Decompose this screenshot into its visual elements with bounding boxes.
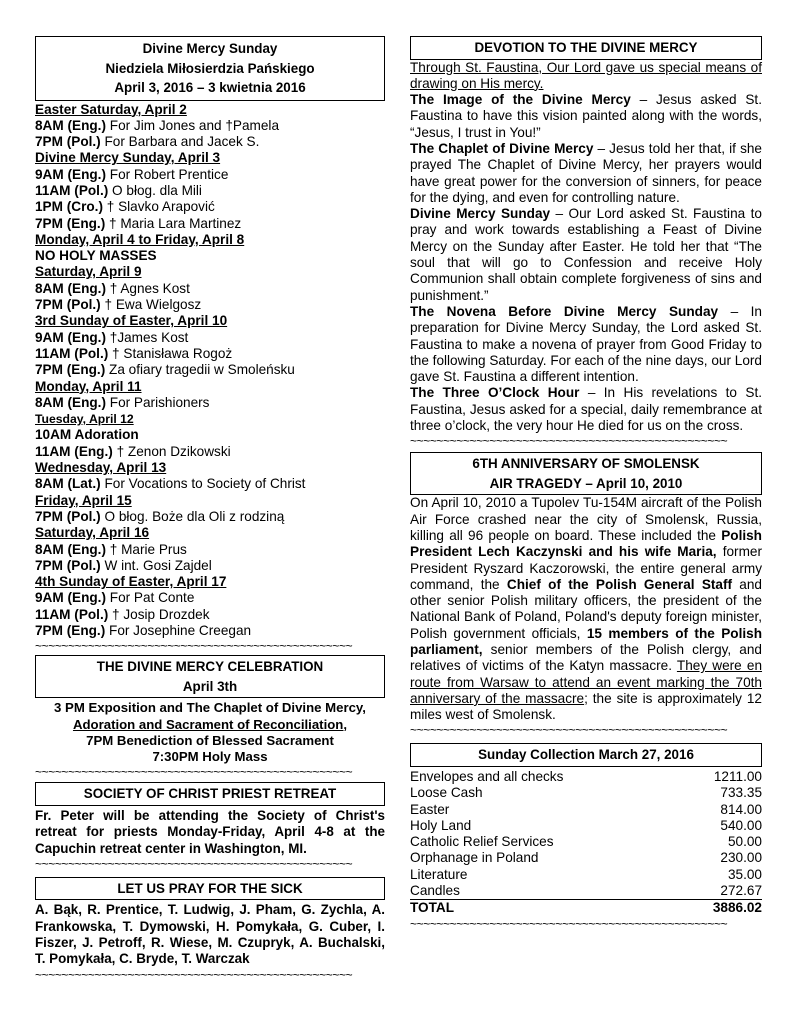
mass-day-label: Monday, April 11: [35, 378, 142, 394]
mass-day-label: Saturday, April 16: [35, 525, 150, 541]
mass-day-label: Tuesday, April 12: [35, 412, 134, 427]
mass-intention: † Agnes Kost: [105, 280, 190, 296]
mass-day-label: 4th Sunday of Easter, April 17: [35, 574, 227, 590]
mass-intention: For Barbara and Jacek S.: [100, 134, 260, 150]
mass-time: 11AM (Pol.): [35, 182, 109, 198]
mass-entry: [35, 183, 385, 199]
collection-row: [410, 883, 762, 900]
mass-day-label: Friday, April 15: [35, 492, 132, 508]
collection-title: Sunday Collection March 27, 2016: [478, 747, 694, 763]
collection-amount: 814.00: [720, 801, 762, 817]
mass-entry: [35, 542, 385, 558]
mass-note: 10AM Adoration: [35, 427, 139, 443]
collection-header: [410, 743, 762, 767]
mass-entry: [35, 362, 385, 378]
mass-entry: [35, 118, 385, 134]
mass-entry: [35, 623, 385, 639]
mass-entry: [35, 558, 385, 574]
collection-label: Orphanage in Poland: [410, 850, 539, 866]
divider: ~~~~~~~~~~~~~~~~~~~~~~~~~~~~~~~~~~~~~~~~~~~~~~~~: [35, 639, 353, 654]
devotion-item: [410, 385, 762, 434]
mass-day-heading: [35, 102, 385, 118]
collection-label: Candles: [410, 883, 677, 900]
celebration-line: 7PM Benediction of Blessed Sacrament: [86, 732, 334, 748]
smolensk-title: 6TH ANNIVERSARY OF SMOLENSK: [472, 456, 700, 472]
collection-amount: 540.00: [720, 817, 762, 833]
collection-label: Easter: [410, 801, 450, 817]
collection-amount: 50.00: [727, 834, 762, 850]
collection-table: [410, 769, 762, 917]
mass-day-label: 3rd Sunday of Easter, April 10: [35, 313, 228, 329]
divider: ~~~~~~~~~~~~~~~~~~~~~~~~~~~~~~~~~~~~~~~~~~~~~~~~: [35, 856, 353, 871]
smolensk-text-part: senior members of the Polish clergy, and relatives of victims of the Katyn massacre.: [410, 642, 762, 674]
mass-time: 9AM (Eng.): [35, 590, 106, 606]
celebration-header: [35, 655, 385, 698]
collection-amount: 230.00: [720, 850, 762, 866]
mass-intention: For Robert Prentice: [105, 166, 229, 182]
devotion-item-text: – In preparation for Divine Mercy Sunday, the Lord asked St. Faustina to make a novena of prayer from Good Friday to the following Saturday. For each of the nine days, our Lord gave St. Faustina a different intention.: [410, 303, 762, 385]
mass-day-heading: [35, 493, 385, 509]
mass-intention: † Zenon Dzikowski: [112, 443, 231, 459]
bulletin-header: [35, 36, 385, 101]
devotion-items: [410, 92, 762, 434]
header-title-polish: Niedziela Miłosierdzia Pańskiego: [105, 60, 315, 76]
mass-day-heading: [35, 232, 385, 248]
celebration-date: April 3th: [182, 678, 238, 694]
mass-day-label: Easter Saturday, April 2: [35, 101, 187, 117]
mass-intention: Za ofiary tragedii w Smoleńsku: [105, 362, 295, 378]
collection-total-label: TOTAL: [410, 900, 455, 916]
mass-time: 7PM (Eng.): [35, 362, 106, 378]
mass-day-label: Divine Mercy Sunday, April 3: [35, 150, 221, 166]
mass-time: 11AM (Pol.): [35, 606, 109, 622]
mass-entry: [35, 134, 385, 150]
retreat-header: [35, 782, 385, 806]
mass-entry: [35, 297, 385, 313]
smolensk-text: [410, 495, 762, 723]
mass-time: 8AM (Eng.): [35, 541, 106, 557]
smolensk-text-part: former President Ryszard Kaczorowski, the entire general army command, the: [410, 544, 762, 592]
devotion-item-heading: The Three O’Clock Hour: [410, 385, 580, 401]
smolensk-header: [410, 452, 762, 495]
sick-list: A. Bąk, R. Prentice, T. Ludwig, J. Pham, G. Zychla, A. Frankowska, T. Dymowski, H. Pomykała, G. Cuber, I. Fiszer, J. Petroff, R. Wiese, M. Czupryk, A. Buchalski, T. Pomykała, C. Bryde, T. Warczak: [35, 902, 385, 967]
celebration-details: [35, 700, 385, 765]
mass-time: 9AM (Eng.): [35, 166, 106, 182]
mass-time: 7PM (Eng.): [35, 215, 106, 231]
collection-label: Catholic Relief Services: [410, 834, 554, 850]
mass-day-label: Monday, April 4 to Friday, April 8: [35, 231, 245, 247]
right-column: [410, 36, 762, 931]
header-date: April 3, 2016 – 3 kwietnia 2016: [114, 80, 306, 95]
mass-entry: [35, 199, 385, 215]
devotion-item-heading: The Novena Before Divine Mercy Sunday: [410, 303, 719, 319]
sick-header: [35, 877, 385, 901]
mass-schedule: [35, 102, 385, 640]
divider: ~~~~~~~~~~~~~~~~~~~~~~~~~~~~~~~~~~~~~~~~~~~~~~~~: [410, 723, 728, 738]
mass-intention: W int. Gosi Zajdel: [100, 557, 212, 573]
mass-time: 11AM (Eng.): [35, 443, 113, 459]
mass-entry: [35, 395, 385, 411]
mass-day-label: Wednesday, April 13: [35, 460, 167, 476]
mass-intention: † Marie Prus: [105, 541, 187, 557]
sick-title: LET US PRAY FOR THE SICK: [117, 880, 303, 896]
devotion-item: [410, 141, 762, 206]
collection-amount: 272.67: [677, 883, 762, 900]
collection-row: [410, 834, 762, 850]
mass-intention: For Jim Jones and †Pamela: [105, 117, 280, 133]
mass-entry: [35, 330, 385, 346]
mass-day-heading: [35, 574, 385, 590]
devotion-intro: Through St. Faustina, Our Lord gave us special means of drawing on His mercy.: [410, 59, 762, 91]
mass-time: 9AM (Eng.): [35, 329, 106, 345]
collection-total-row: [410, 900, 762, 917]
mass-time: 7PM (Pol.): [35, 297, 101, 313]
smolensk-text-bold: Polish President Lech Kaczynski and his wife Maria,: [410, 527, 762, 560]
collection-amount: 35.00: [727, 866, 762, 882]
collection-row: [410, 818, 762, 834]
devotion-title: DEVOTION TO THE DIVINE MERCY: [474, 40, 698, 55]
mass-entry: [35, 509, 385, 525]
celebration-line: 7:30PM Holy Mass: [152, 749, 268, 765]
smolensk-text-bold: Chief of the Polish General Staff: [506, 576, 733, 592]
mass-day-heading: [35, 313, 385, 329]
celebration-line: Adoration and Sacrament of Reconciliation,: [72, 716, 348, 732]
celebration-line: 3 PM Exposition and The Chaplet of Divine Mercy,: [54, 700, 366, 716]
mass-day-heading: [35, 379, 385, 395]
devotion-header: [410, 36, 762, 60]
mass-time: 7PM (Pol.): [35, 508, 101, 524]
collection-row: [410, 867, 762, 883]
collection-total-amount: 3886.02: [712, 900, 762, 916]
divider: ~~~~~~~~~~~~~~~~~~~~~~~~~~~~~~~~~~~~~~~~~~~~~~~~: [410, 434, 728, 449]
collection-amount: 1211.00: [713, 768, 762, 784]
devotion-item-text: – Jesus asked St. Faustina to have this vision painted along with the words, “Jesus, I trust in You!”: [410, 92, 762, 140]
devotion-item: [410, 304, 762, 385]
mass-intention: For Vocations to Society of Christ: [100, 476, 306, 492]
divider: ~~~~~~~~~~~~~~~~~~~~~~~~~~~~~~~~~~~~~~~~~~~~~~~~: [410, 916, 728, 931]
retreat-title: SOCIETY OF CHRIST PRIEST RETREAT: [83, 786, 337, 802]
devotion-item-text: – In His revelations to St. Faustina, Jesus asked for a special, daily remembrance at three o’clock, the very hour He died for us on the cross.: [410, 385, 762, 434]
mass-intention: † Stanisława Rogoż: [108, 345, 233, 361]
mass-intention: For Josephine Creegan: [105, 623, 252, 638]
mass-time: 8AM (Eng.): [35, 280, 106, 296]
mass-time: 1PM (Cro.): [35, 199, 103, 215]
devotion-item-heading: Divine Mercy Sunday: [410, 206, 551, 222]
devotion-item: [410, 206, 762, 304]
mass-entry: [35, 444, 385, 460]
devotion-item-text: – Jesus told her that, if she prayed The Chaplet of Divine Mercy, her prayers would have great power for the conversion of sinners, for peace for the dying, and even for controlling nature.: [410, 140, 762, 205]
smolensk-text-part: On April 10, 2010 a Tupolev Tu-154M aircraft of the Polish Air Force crashed near the city of Smolensk, Russia, killing all 96 people on board. These included the: [410, 495, 762, 543]
mass-time: 8AM (Lat.): [35, 476, 101, 492]
retreat-text: Fr. Peter will be attending the Society of Christ's retreat for priests Monday-Friday, April 4-8 at the Capuchin retreat center in Washington, MI.: [35, 807, 385, 856]
mass-time: 8AM (Eng.): [35, 117, 106, 133]
collection-label: Envelopes and all checks: [410, 768, 564, 784]
mass-day-heading: [35, 264, 385, 280]
mass-note: NO HOLY MASSES: [35, 248, 157, 264]
mass-time: 8AM (Eng.): [35, 394, 106, 410]
mass-intention: †James Kost: [105, 329, 189, 345]
mass-time: 7PM (Pol.): [35, 134, 101, 150]
mass-intention: † Ewa Wielgosz: [100, 297, 202, 313]
mass-entry: [35, 607, 385, 623]
mass-intention: † Maria Lara Martinez: [105, 215, 242, 231]
smolensk-text-bold: 15 members of the Polish parliament,: [410, 625, 763, 657]
divider: ~~~~~~~~~~~~~~~~~~~~~~~~~~~~~~~~~~~~~~~~~~~~~~~~: [35, 967, 353, 982]
collection-label: Literature: [410, 866, 468, 882]
mass-entry: [35, 346, 385, 362]
mass-entry: [35, 281, 385, 297]
mass-intention: † Slavko Arapović: [102, 199, 215, 215]
mass-day-heading: [35, 150, 385, 166]
mass-entry: [35, 590, 385, 606]
mass-day-heading: [35, 460, 385, 476]
divider: ~~~~~~~~~~~~~~~~~~~~~~~~~~~~~~~~~~~~~~~~~~~~~~~~: [35, 765, 353, 780]
collection-label: Holy Land: [410, 817, 472, 833]
collection-row: [410, 769, 762, 785]
mass-intention: For Pat Conte: [105, 590, 195, 606]
mass-time: 7PM (Pol.): [35, 557, 101, 573]
celebration-title: THE DIVINE MERCY CELEBRATION: [96, 659, 324, 675]
mass-intention: O błog. dla Mili: [108, 182, 202, 198]
devotion-item-text: – Our Lord asked St. Faustina to pray and work towards establishing a Feast of Divine Mercy on the Sunday after Easter. He told her that “The soul that will go to Confession and receive Holy Communion shall obtain complete forgiveness of sins and punishment.”: [410, 206, 762, 303]
left-column: [35, 36, 385, 982]
mass-day-label: Saturday, April 9: [35, 264, 142, 280]
mass-time: 11AM (Pol.): [35, 345, 109, 361]
header-title: Divine Mercy Sunday: [142, 41, 278, 56]
mass-intention: For Parishioners: [105, 394, 210, 410]
smolensk-text-part: ; the site is approximately 12 miles west of Smolensk.: [410, 690, 762, 723]
devotion-item-heading: The Chaplet of Divine Mercy: [410, 140, 594, 156]
devotion-item-heading: The Image of the Divine Mercy: [410, 92, 631, 108]
collection-row: [410, 850, 762, 866]
collection-row: [410, 785, 762, 801]
mass-intention: O błog. Boże dla Oli z rodziną: [100, 508, 285, 524]
mass-entry: [35, 167, 385, 183]
collection-amount: 733.35: [720, 785, 762, 801]
mass-entry: [35, 216, 385, 232]
mass-time: 7PM (Eng.): [35, 623, 106, 638]
collection-row: [410, 802, 762, 818]
collection-label: Loose Cash: [410, 785, 483, 801]
mass-entry: [35, 476, 385, 492]
smolensk-text-part: and other senior Polish military officers, the president of the National Bank of Poland, Poland's deputy foreign minister, Polish government officials,: [410, 576, 762, 641]
mass-day-heading: [35, 411, 385, 427]
smolensk-subtitle: AIR TRAGEDY – April 10, 2010: [489, 475, 683, 491]
mass-intention: † Josip Drozdek: [108, 606, 210, 622]
smolensk-text-underlined: They were en route from Warsaw to attend an event marking the 70th anniversary of the massacre: [410, 658, 763, 706]
mass-day-heading: [35, 525, 385, 541]
devotion-item: [410, 92, 762, 141]
